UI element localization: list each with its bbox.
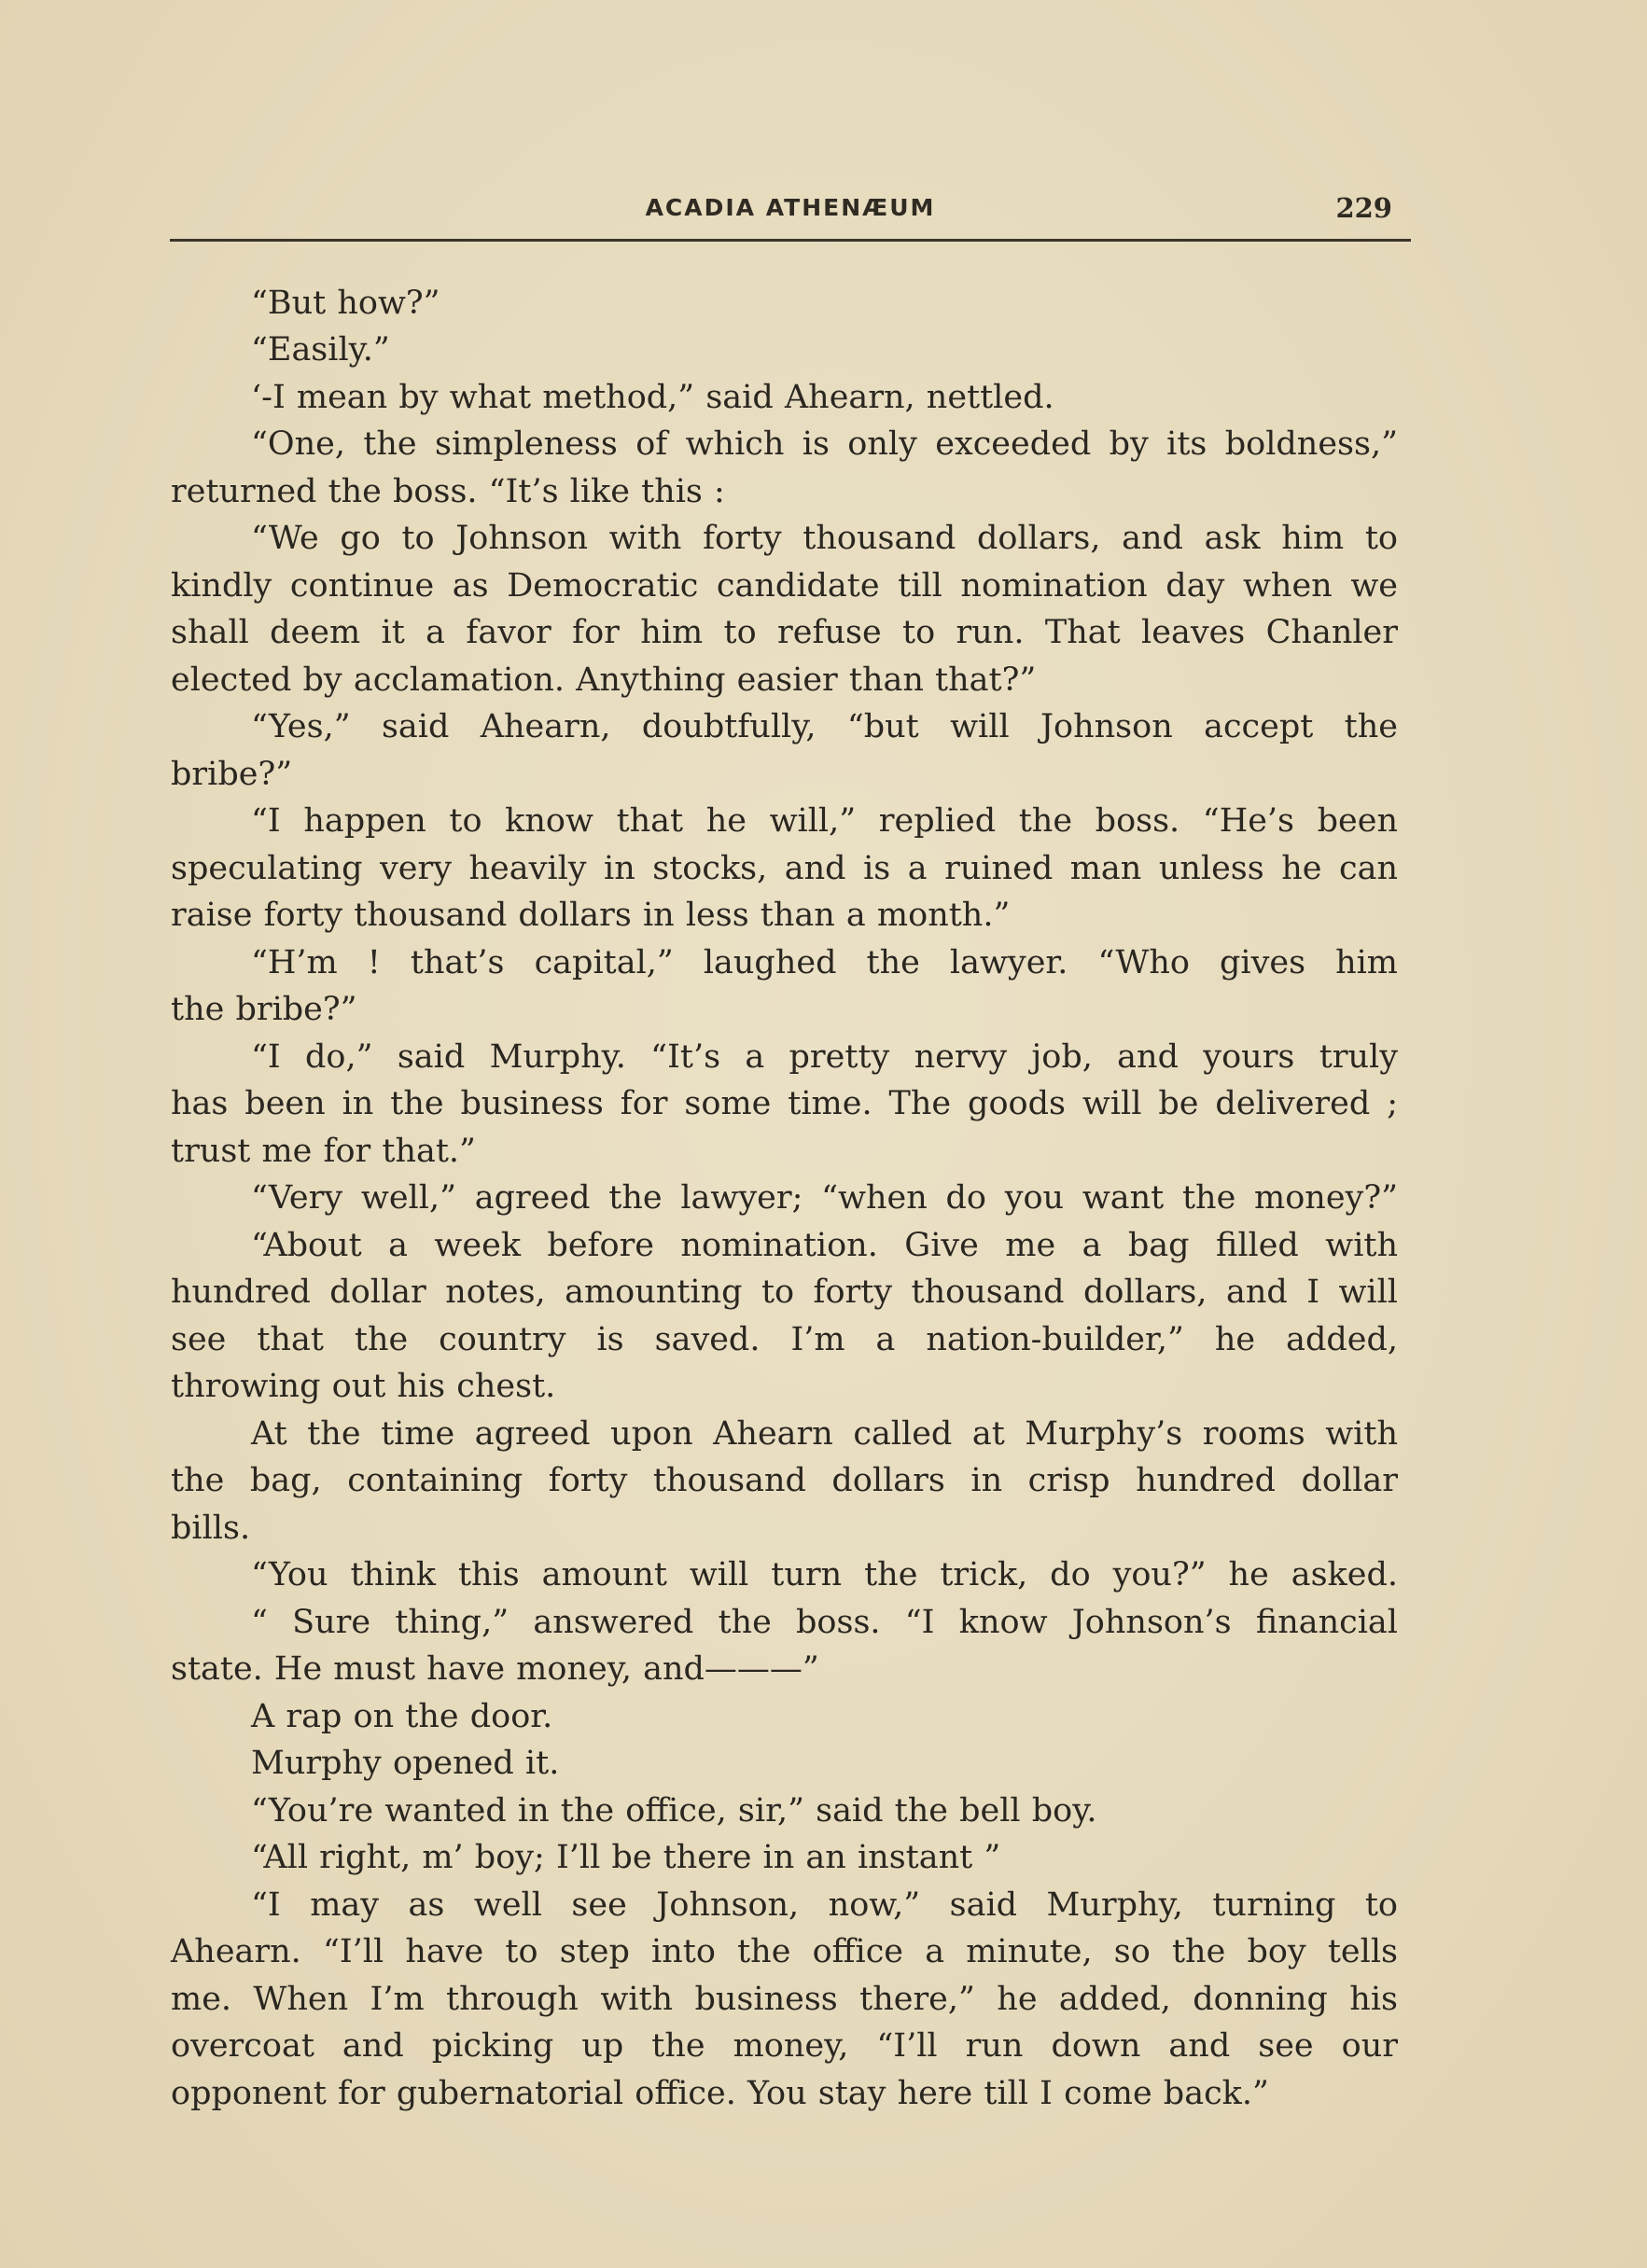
text-line: raise forty thousand dollars in less than a month.”: [171, 897, 1011, 934]
text-line: “I do,” said Murphy. “It’s a pretty nervy job, and yours truly: [251, 1038, 1398, 1076]
text-line: “About a week before nomination. Give me a bag filled with: [251, 1227, 1398, 1264]
text-line: has been in the business for some time. The goods will be delivered ;: [171, 1085, 1398, 1122]
text-line: returned the boss. “It’s like this :: [171, 473, 725, 510]
text-line: Murphy opened it.: [251, 1745, 560, 1782]
text-line: “I happen to know that he will,” replied the boss. “He’s been: [251, 802, 1398, 840]
text-line: hundred dollar notes, amounting to forty thousand dollars, and I will: [171, 1273, 1398, 1311]
text-line: “I may as well see Johnson, now,” said Murphy, turning to: [251, 1886, 1398, 1924]
journal-title: ACADIA ATHENÆUM: [645, 194, 936, 221]
page-number: 229: [1335, 192, 1392, 224]
text-line: shall deem it a favor for him to refuse to run. That leaves Chanler: [171, 614, 1398, 651]
text-line: “Yes,” said Ahearn, doubtfully, “but will Johnson accept the: [251, 708, 1398, 745]
text-line: trust me for that.”: [171, 1133, 476, 1170]
text-line: “Easily.”: [251, 331, 390, 369]
text-line: “ Sure thing,” answered the boss. “I know Johnson’s financial: [251, 1604, 1398, 1641]
text-line: bribe?”: [171, 756, 293, 793]
text-line: me. When I’m through with business there,” he added, donning his: [171, 1981, 1398, 2018]
text-line: bills.: [171, 1510, 251, 1547]
text-line: overcoat and picking up the money, “I’ll run down and see our: [171, 2027, 1398, 2065]
text-line: throwing out his chest.: [171, 1368, 556, 1405]
header-rule: [170, 239, 1411, 242]
text-line: “You think this amount will turn the trick, do you?” he asked.: [251, 1556, 1398, 1593]
text-line: At the time agreed upon Ahearn called at Murphy’s rooms with: [251, 1415, 1398, 1453]
text-line: “You’re wanted in the office, sir,” said the bell boy.: [251, 1792, 1097, 1830]
text-line: “But how?”: [251, 285, 440, 322]
text-line: the bag, containing forty thousand dollars in crisp hundred dollar: [171, 1462, 1398, 1499]
running-header: [170, 187, 1411, 239]
text-line: state. He must have money, and———”: [171, 1650, 819, 1688]
text-line: elected by acclamation. Anything easier than that?”: [171, 661, 1037, 699]
text-line: “One, the simpleness of which is only exceeded by its boldness,”: [251, 425, 1398, 463]
text-line: “H’m ! that’s capital,” laughed the lawyer. “Who gives him: [251, 944, 1398, 981]
text-line: ‘-I mean by what method,” said Ahearn, nettled.: [251, 379, 1054, 416]
text-line: “Very well,” agreed the lawyer; “when do you want the money?”: [251, 1179, 1398, 1217]
text-line: Ahearn. “I’ll have to step into the office a minute, so the boy tells: [171, 1933, 1398, 1970]
text-line: the bribe?”: [171, 991, 357, 1028]
text-line: A rap on the door.: [251, 1698, 553, 1735]
text-line: see that the country is saved. I’m a nation-builder,” he added,: [171, 1321, 1398, 1358]
text-line: “All right, m’ boy; I’ll be there in an instant ”: [251, 1839, 1001, 1876]
text-line: kindly continue as Democratic candidate till nomination day when we: [171, 567, 1398, 605]
text-line: “We go to Johnson with forty thousand dollars, and ask him to: [251, 520, 1398, 557]
text-line: opponent for gubernatorial office. You stay here till I come back.”: [171, 2075, 1269, 2112]
text-line: speculating very heavily in stocks, and is a ruined man unless he can: [171, 850, 1398, 887]
